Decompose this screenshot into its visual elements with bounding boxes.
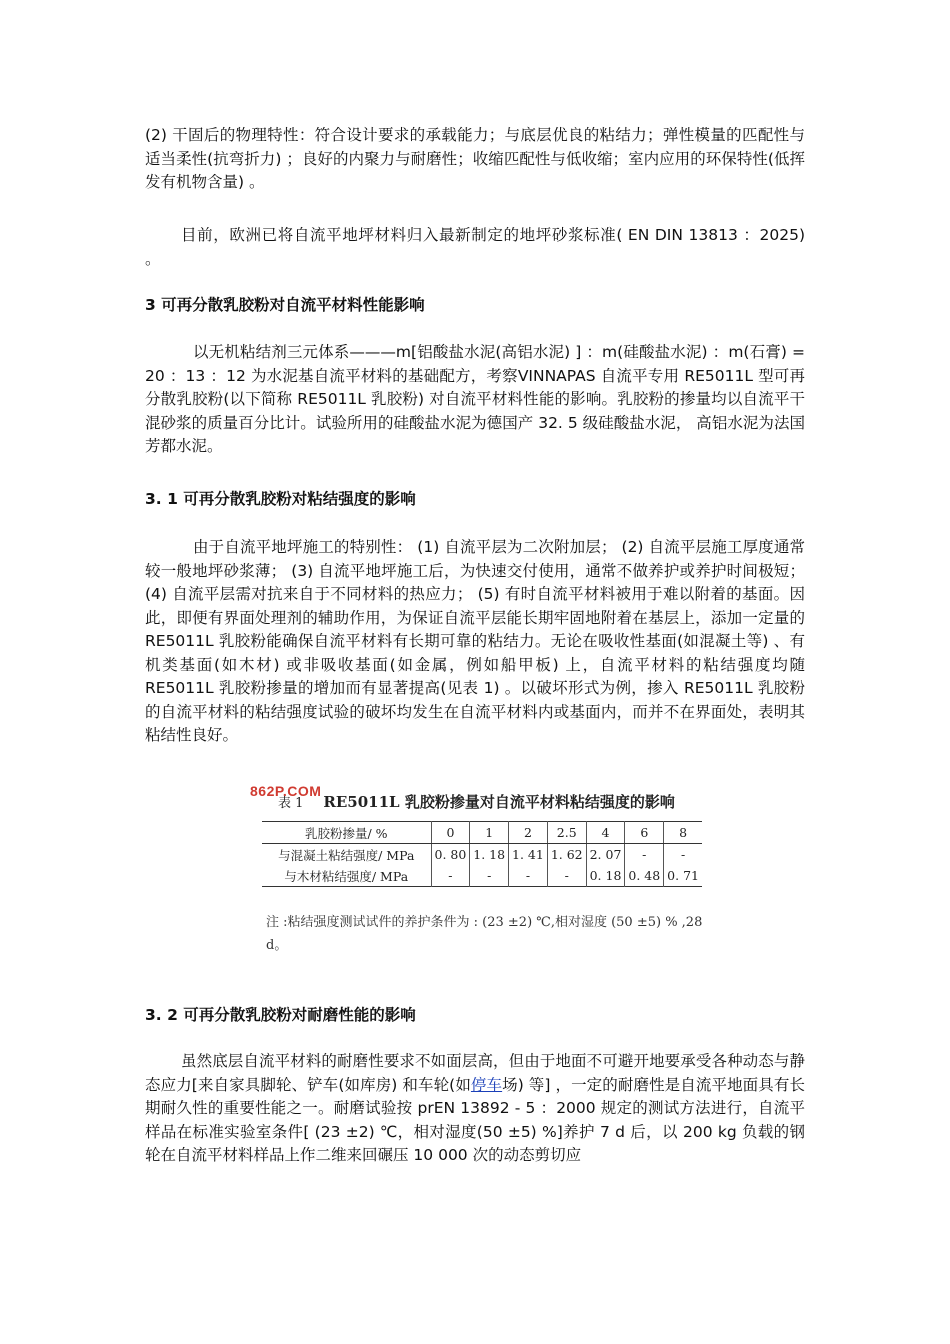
section-heading-3 <box>145 294 805 317</box>
paragraph-physical-properties <box>145 124 805 195</box>
paragraph-bond-strength <box>145 536 805 748</box>
table-cell: 1. 18 <box>470 844 509 866</box>
table-header-cell: 8 <box>664 822 702 844</box>
table-note: 注 :粘结强度测试试件的养护条件为 : (23 ±2) ℃,相对湿度 (50 ±5) % ,28 d。 <box>266 915 703 953</box>
table-cell: - <box>547 865 586 887</box>
section-title: 3. 1 可再分散乳胶粉对粘结强度的影响 <box>145 490 416 508</box>
paragraph-text: (2) 干固后的物理特性：符合设计要求的承载能力；与底层优良的粘结力；弹性模量的匹配性与适当柔性(抗弯折力) ；良好的内聚力与耐磨性；收缩匹配性与低收缩；室内应用的环保特性(低挥发有机物含量) 。 <box>145 126 805 191</box>
table-cell: - <box>470 865 509 887</box>
paragraph-text: 由于自流平地坪施工的特别性： (1) 自流平层为二次附加层； (2) 自流平层施工厚度通常较一般地坪砂浆薄； (3) 自流平地坪施工后，为快速交付使用，通常不做养护或养护时间极短； (4) 自流平层需对抗来自于不同材料的热应力； (5) 有时自流平材料被用于难以附着的基面。因此，即便有界面处理剂的辅助作用，为保证自流平层能长期牢固地附着在基层上，添加一定量的 RE5011L 乳胶粉能确保自流平材料有长期可靠的粘结力。无论在吸收性基面(如混凝土等) 、有机类基面(如木材) 或非吸收基面(如金属，例如船甲板) 上，自流平材料的粘结强度均随RE5011L 乳胶粉掺量的增加而有显著提高(见表 1) 。以破坏形式为例，掺入 RE5011L 乳胶粉的自流平材料的粘结强度试验的破坏均发生在自流平材料内或基面内，而并不在界面处，表明其粘结性良好。 <box>145 538 805 744</box>
section-heading-3-1 <box>145 488 805 511</box>
table-row <box>262 844 702 866</box>
paragraph-text: 以无机粘结剂三元体系———m[铝酸盐水泥(高铝水泥) ] ：m(硅酸盐水泥) ：m(石膏) = 20 ：13 ：12 为水泥基自流平材料的基础配方，考察VINNAPAS 自流平专用 RE5011L 型可再分散乳胶粉(以下简称 RE5011L 乳胶粉) 对自流平材料性能的影响。乳胶粉的掺量均以自流平干混砂浆的质量百分比计。试验所用的硅酸盐水泥为德国产 32. 5 级硅酸盐水泥， 高铝水泥为法国芳都水泥。 <box>145 343 805 455</box>
table-figure <box>250 783 702 961</box>
parking-link[interactable]: 停车 <box>470 1075 503 1094</box>
table-cell: 0. 48 <box>625 865 664 887</box>
table-caption-text: RE5011L 乳胶粉掺量对自流平材料粘结强度的影响 <box>323 793 675 811</box>
table-header-cell: 乳胶粉掺量/ % <box>262 822 431 844</box>
paragraph-text: 目前，欧洲已将自流平地坪材料归入最新制定的地坪砂浆标准( EN DIN 13813 ：2025) 。 <box>145 226 805 268</box>
table-cell: - <box>625 844 664 866</box>
table-cell: 0. 80 <box>431 844 470 866</box>
table-cell: 与木材粘结强度/ MPa <box>284 868 409 884</box>
table-cell: 2. 07 <box>586 844 625 866</box>
paragraph-base-formula <box>145 341 805 459</box>
table-cell: - <box>509 865 548 887</box>
table-cell: 与混凝土粘结强度/ MPa <box>278 847 415 863</box>
section-title: 3. 2 可再分散乳胶粉对耐磨性能的影响 <box>145 1006 416 1024</box>
table-header-cell: 2.5 <box>547 822 586 844</box>
table-header-cell: 1 <box>470 822 509 844</box>
paragraph-text <box>145 1050 805 1168</box>
paragraph-abrasion <box>145 1050 805 1168</box>
table-cell: 1. 62 <box>547 844 586 866</box>
bond-strength-table <box>262 821 702 887</box>
table-cell: - <box>664 844 702 866</box>
watermark-logo: 862P.COM <box>250 783 322 799</box>
table-header-cell: 0 <box>431 822 470 844</box>
paragraph-european-standard <box>145 224 805 271</box>
section-heading-3-2 <box>145 1004 805 1027</box>
table-label: 表 1 <box>278 796 304 811</box>
section-title: 3 可再分散乳胶粉对自流平材料性能影响 <box>145 296 425 314</box>
paragraph-text-part: 虽然底层自流平材料的耐磨性要求不如面层高，但由于地面不可避开地要承受各种动态与静态应力[来自家具脚轮、铲车(如库房) 和车轮(如 <box>145 1052 805 1094</box>
table-header-cell: 4 <box>586 822 625 844</box>
table-cell: - <box>431 865 470 887</box>
table-header-cell: 2 <box>509 822 548 844</box>
paragraph-text-part: 场) 等] ，一定的耐磨性是自流平地面具有长期耐久性的重要性能之一。耐磨试验按 prEN 13892 - 5 ：2000 规定的测试方法进行，自流平样品在标准实验室条件[ (23 ±2) ℃，相对湿度(50 ±5) %]养护 7 d 后，以 200 kg 负载的钢轮在自流平材料样品上作二维来回碾压 10 000 次的动态剪切应 <box>145 1075 805 1164</box>
table-cell: 0. 18 <box>586 865 625 887</box>
table-caption <box>278 791 675 812</box>
table-header-row <box>262 822 702 844</box>
table-cell: 0. 71 <box>664 865 702 887</box>
table-row <box>262 865 702 887</box>
table-header-cell: 6 <box>625 822 664 844</box>
table-cell: 1. 41 <box>509 844 548 866</box>
